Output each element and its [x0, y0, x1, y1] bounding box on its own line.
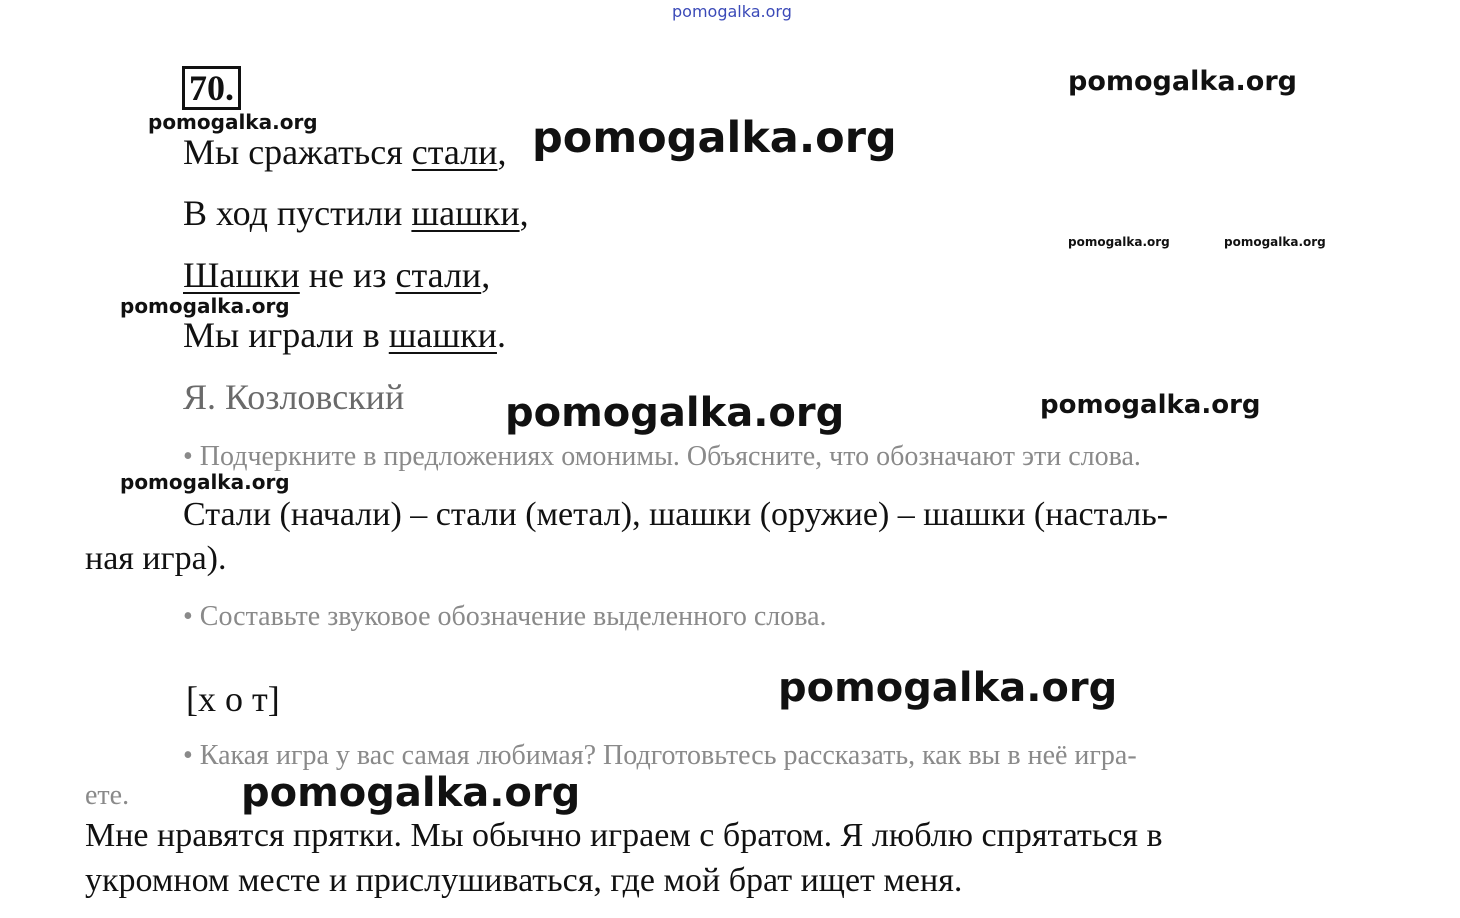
underlined-word: шашки [388, 315, 497, 355]
exercise-number [182, 66, 241, 110]
poem-line-3 [183, 255, 490, 295]
poem-text: Мы играли в [183, 315, 389, 355]
poem-text: не из [299, 255, 396, 295]
punctuation: . [496, 315, 506, 355]
watermark: pomogalka.org [1224, 235, 1326, 249]
exercise-number-text: 70 [189, 68, 225, 108]
punctuation: , [497, 132, 507, 172]
underlined-word: стали [411, 132, 498, 172]
poem-line-2 [183, 193, 529, 233]
exercise-number-dot: . [225, 68, 234, 108]
task-3-line-2: ете. [85, 780, 130, 811]
watermark: pomogalka.org [1068, 66, 1297, 97]
watermark: pomogalka.org [1040, 390, 1261, 420]
answer-1-line-1: Стали (начали) – стали (метал), шашки (оружие) – шашки (насталь- [183, 496, 1169, 533]
poem-line-1 [183, 132, 506, 172]
watermark: pomogalka.org [120, 294, 290, 318]
poem-text: Мы сражаться [183, 132, 412, 172]
watermark-top: pomogalka.org [672, 2, 792, 21]
underlined-word: стали [395, 255, 482, 295]
task-2: • Составьте звуковое обозначение выделенного слова. [183, 601, 827, 632]
underlined-word: Шашки [183, 255, 300, 295]
answer-3-line-1: Мне нравятся прятки. Мы обычно играем с братом. Я люблю спрятаться в [85, 817, 1163, 854]
watermark: pomogalka.org [241, 770, 581, 816]
answer-1-line-2: ная игра). [85, 540, 227, 577]
watermark: pomogalka.org [505, 390, 845, 436]
poem-line-4 [183, 315, 506, 355]
punctuation: , [481, 255, 491, 295]
watermark: pomogalka.org [120, 470, 290, 494]
answer-3-line-2: укромном месте и прислушиваться, где мой брат ищет меня. [85, 862, 963, 899]
watermark: pomogalka.org [1068, 235, 1170, 249]
task-3-line-1: • Какая игра у вас самая любимая? Подготовьтесь рассказать, как вы в неё игра- [183, 740, 1137, 771]
poem-text: В ход пустили [183, 193, 412, 233]
watermark: pomogalka.org [148, 110, 318, 134]
watermark: pomogalka.org [778, 665, 1118, 711]
poem-author: Я. Козловский [183, 377, 405, 417]
answer-2-transcription: [х о т] [186, 679, 280, 719]
task-1: • Подчеркните в предложениях омонимы. Объясните, что обозначают эти слова. [183, 441, 1141, 472]
watermark: pomogalka.org [532, 113, 897, 163]
underlined-word: шашки [411, 193, 520, 233]
punctuation: , [519, 193, 529, 233]
